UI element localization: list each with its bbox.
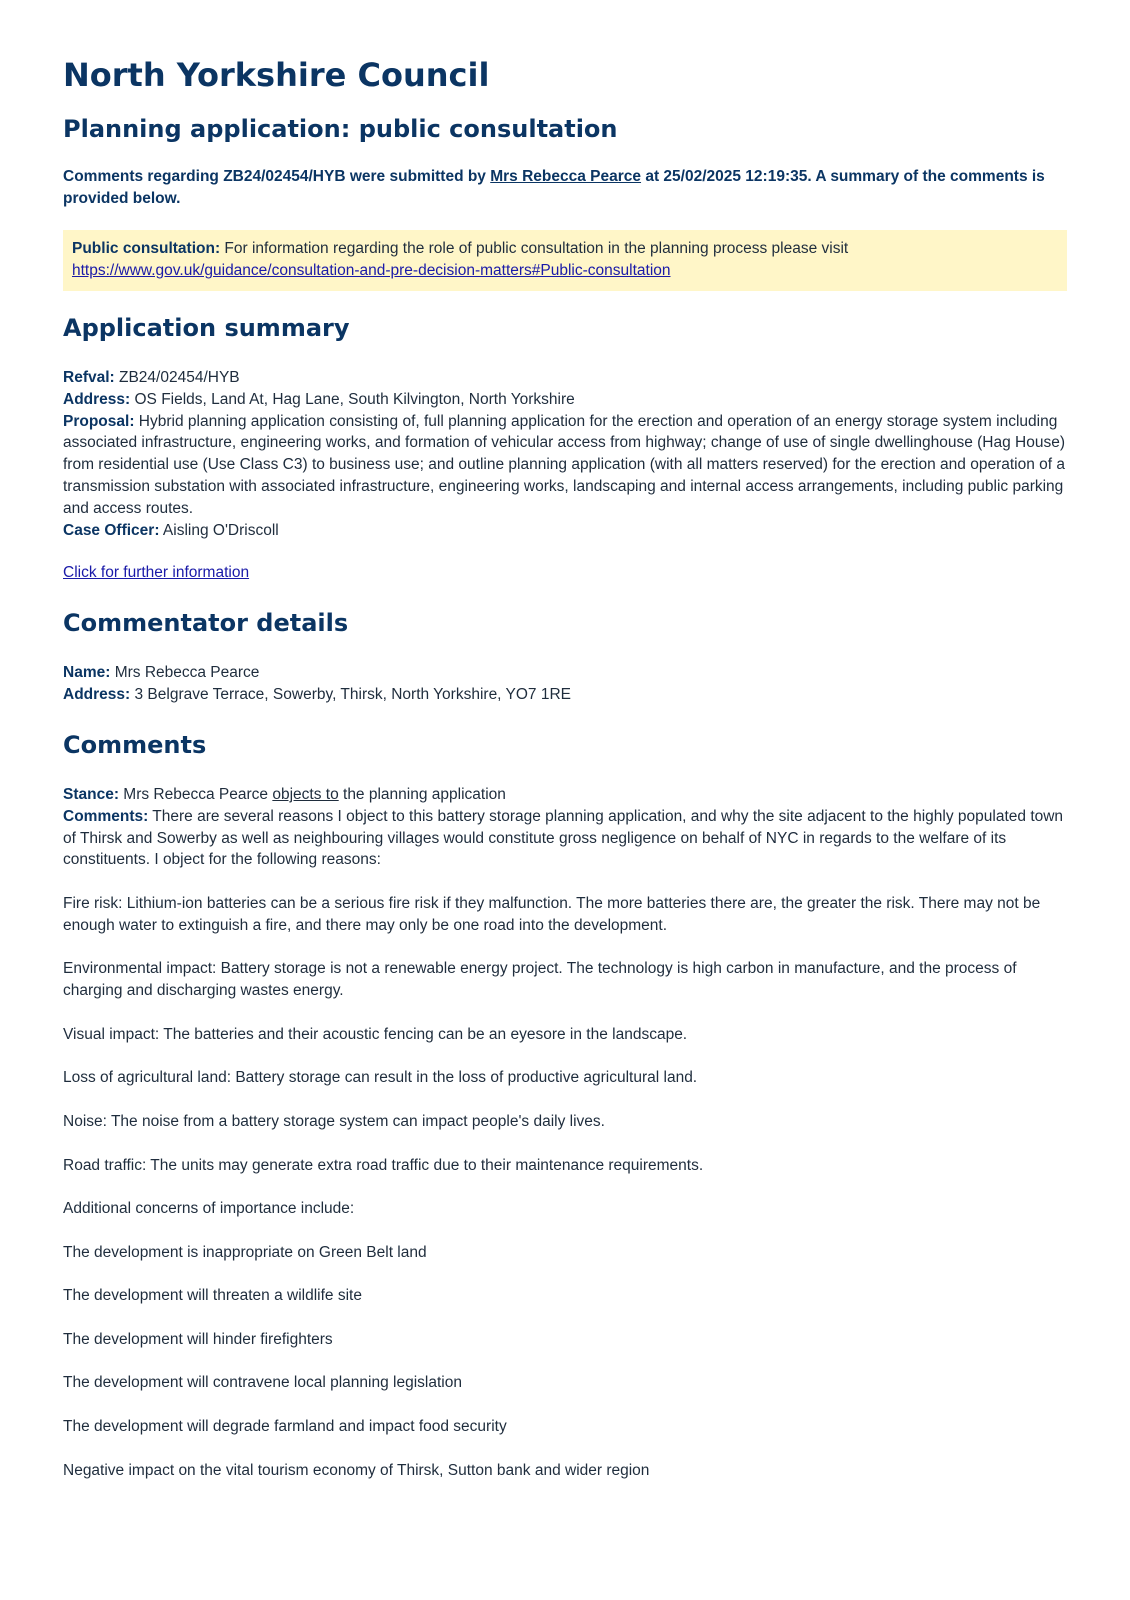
comment-paragraph: Loss of agricultural land: Battery storage can result in the loss of productive agricultural land. (63, 1069, 698, 1087)
site-address-label: Address: (63, 390, 131, 408)
further-info-link[interactable]: Click for further information (63, 564, 250, 582)
commentator-address-label: Address: (63, 686, 131, 704)
comment-paragraph: The development is inappropriate on Green Belt land (63, 1243, 427, 1261)
submission-summary (63, 166, 1067, 210)
submission-suffix: at 25/02/2025 12:19:35. A summary of the comments is provided below. (63, 168, 1045, 207)
commentator-details (63, 662, 1067, 706)
site-address-value: OS Fields, Land At, Hag Lane, South Kilvington, North Yorkshire (130, 390, 575, 408)
stance-action: objects to (272, 785, 339, 803)
commentator-name-value: Mrs Rebecca Pearce (110, 664, 260, 682)
application-summary-heading: Application summary (63, 314, 350, 342)
notice-label: Public consultation: (72, 240, 221, 257)
comments-body (63, 784, 1067, 1482)
stance-prefix: Mrs Rebecca Pearce (119, 785, 273, 803)
comments-intro-text: There are several reasons I object to this battery storage planning application, and why the site adjacent to the highly populated town of Thirsk and Sowerby as well as neighbouring villages would constitute gross negligence on behalf of NYC in regards to the welfare of its constituents. I object for the following reasons: (63, 807, 1064, 869)
commentator-name-label: Name: (63, 664, 111, 682)
refval-value: ZB24/02454/HYB (114, 369, 240, 386)
consultation-guidance-link[interactable]: https://www.gov.uk/guidance/consultation-and-pre-decision-matters#Public-consultation (72, 262, 671, 279)
comment-paragraph: Negative impact on the vital tourism economy of Thirsk, Sutton bank and wider region (63, 1461, 650, 1479)
proposal-value: Hybrid planning application consisting of, full planning application for the erection and operation of an energy storage system including associated infrastructure, engineering works, and formation of vehicular access from highway; change of use of single dwellinghouse (Hag House) from residential use (Use Class C3) to business use; and outline planning application (with all matters reserved) for the erection and operation of a transmission substation with associated infrastructure, engineering works, landscaping and internal access arrangements, including public parking and access routes. (63, 412, 1066, 517)
stance-suffix: the planning application (338, 785, 506, 803)
stance-row (63, 784, 1067, 806)
case-officer-value: Aisling O'Driscoll (159, 521, 279, 539)
notice-text: For information regarding the role of public consultation in the planning process please visit (220, 240, 849, 257)
public-consultation-notice (63, 230, 1067, 291)
commentator-name-row (63, 662, 1067, 684)
comment-paragraph: The development will threaten a wildlife site (63, 1287, 362, 1305)
further-info-row (63, 562, 1067, 584)
refval-row (63, 367, 1067, 389)
comment-paragraph: Environmental impact: Battery storage is not a renewable energy project. The technology is high carbon in manufacture, and the process of charging and discharging wastes energy. (63, 960, 1017, 1000)
page-heading: Planning application: public consultation (63, 115, 618, 143)
council-title: North Yorkshire Council (63, 56, 490, 94)
comment-paragraph: The development will degrade farmland and impact food security (63, 1418, 507, 1436)
comment-paragraph: Noise: The noise from a battery storage system can impact people's daily lives. (63, 1112, 605, 1130)
commentator-heading: Commentator details (63, 609, 349, 638)
comments-heading: Comments (63, 730, 207, 759)
comment-paragraph: Additional concerns of importance include: (63, 1200, 355, 1218)
comment-paragraph: Fire risk: Lithium-ion batteries can be a serious fire risk if they malfunction. The more batteries there are, the greater the risk. There may not be enough water to extinguish a fire, and there may only be one road into the development. (63, 894, 1041, 934)
submission-prefix: Comments regarding ZB24/02454/HYB were submitted by (63, 168, 491, 185)
comment-paragraph: The development will hinder firefighters (63, 1330, 333, 1348)
stance-label: Stance: (63, 785, 119, 803)
comment-paragraph: The development will contravene local planning legislation (63, 1374, 462, 1392)
case-officer-row (63, 520, 1067, 542)
submitter-link[interactable]: Mrs Rebecca Pearce (490, 168, 642, 185)
comments-intro (63, 806, 1067, 871)
case-officer-label: Case Officer: (63, 521, 160, 539)
application-summary-details (63, 367, 1067, 541)
comment-paragraph: Visual impact: The batteries and their acoustic fencing can be an eyesore in the landscape. (63, 1025, 688, 1043)
comment-paragraph: Road traffic: The units may generate extra road traffic due to their maintenance requirements. (63, 1156, 704, 1174)
proposal-row (63, 411, 1067, 520)
commentator-address-row (63, 684, 1067, 706)
proposal-label: Proposal: (63, 412, 135, 430)
site-address-row (63, 389, 1067, 411)
refval-label: Refval: (63, 369, 115, 386)
commentator-address-value: 3 Belgrave Terrace, Sowerby, Thirsk, North Yorkshire, YO7 1RE (130, 686, 571, 704)
comments-label: Comments: (63, 807, 149, 825)
